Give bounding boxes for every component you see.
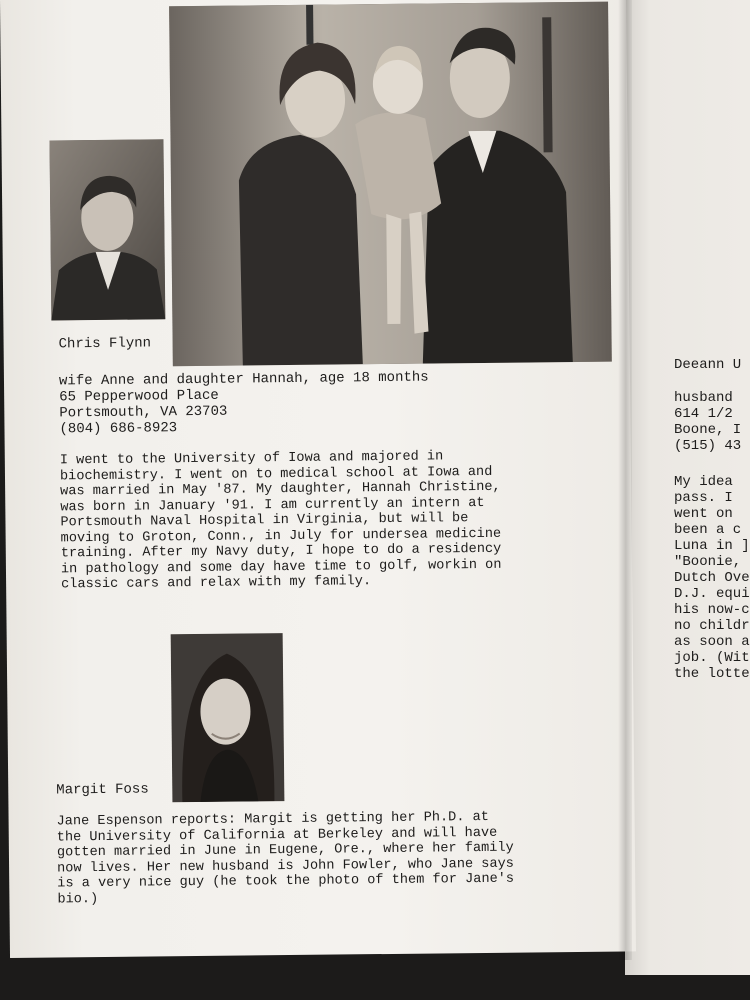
- bio-line: Portsmouth Naval Hospital in Virginia, but will be: [60, 511, 469, 531]
- bio-line: now lives. Her new husband is John Fowler, who Jane says: [57, 856, 514, 876]
- flynn-name: Chris Flynn: [58, 335, 152, 353]
- bio-line: went on: [674, 506, 733, 522]
- address-line: wife Anne and daughter Hannah, age 18 months: [58, 369, 429, 390]
- bio-line: the lotte: [674, 666, 750, 682]
- bio-line: D.J. equi: [674, 586, 750, 602]
- address-line: Boone, I: [674, 422, 742, 438]
- bio-line: pass. I: [674, 490, 733, 506]
- address-line: (515) 43: [674, 438, 742, 454]
- right-name-fragment: Deeann U: [674, 357, 742, 373]
- address-line: (804) 686-8923: [59, 420, 178, 438]
- address-line: 614 1/2: [674, 406, 733, 422]
- bio-line: training. After my Navy duty, I hope to do a residency: [60, 541, 502, 562]
- bio-line: is a very nice guy (he took the photo of them for Jane's: [57, 871, 515, 892]
- bio-line: no childr: [674, 618, 750, 634]
- bio-line: was born in January '91. I am currently an intern at: [60, 495, 485, 515]
- address-line: husband: [674, 390, 733, 406]
- bio-line: job. (Wit: [674, 650, 750, 666]
- bio-line: moving to Groton, Conn., in July for undersea medicine: [60, 526, 502, 546]
- foss-name: Margit Foss: [56, 781, 149, 799]
- bio-line: Dutch Ove: [674, 570, 750, 586]
- bio-line: been a c: [674, 522, 742, 538]
- bio-line: bio.): [57, 891, 99, 907]
- page-gutter-shadow: [618, 0, 632, 960]
- bio-line: classic cars and relax with my family.: [61, 574, 372, 593]
- flynn-family-photo: [169, 2, 612, 367]
- bio-line: Luna in ]: [674, 538, 750, 554]
- address-line: 65 Pepperwood Place: [59, 387, 219, 406]
- bio-line: the University of California at Berkeley and will have: [56, 825, 498, 845]
- foss-portrait-photo: [171, 633, 285, 802]
- address-line: Portsmouth, VA 23703: [59, 403, 228, 422]
- bio-line: as soon a: [674, 634, 750, 650]
- bio-line: I went to the University of Iowa and majored in: [59, 449, 444, 469]
- flynn-portrait-photo: [49, 139, 165, 320]
- bio-line: Jane Espenson reports: Margit is getting her Ph.D. at: [56, 809, 490, 830]
- bio-line: his now-c: [674, 602, 750, 618]
- bio-line: was married in May '87. My daughter, Hannah Christine,: [60, 479, 501, 500]
- bio-line: gotten married in June in Eugene, Ore., where her family: [56, 840, 514, 861]
- bio-line: in pathology and some day have time to golf, workin on: [60, 557, 502, 577]
- bio-line: biochemistry. I went on to medical school at Iowa and: [59, 464, 493, 484]
- bio-line: "Boonie,: [674, 554, 742, 570]
- bio-line: My idea: [674, 474, 733, 490]
